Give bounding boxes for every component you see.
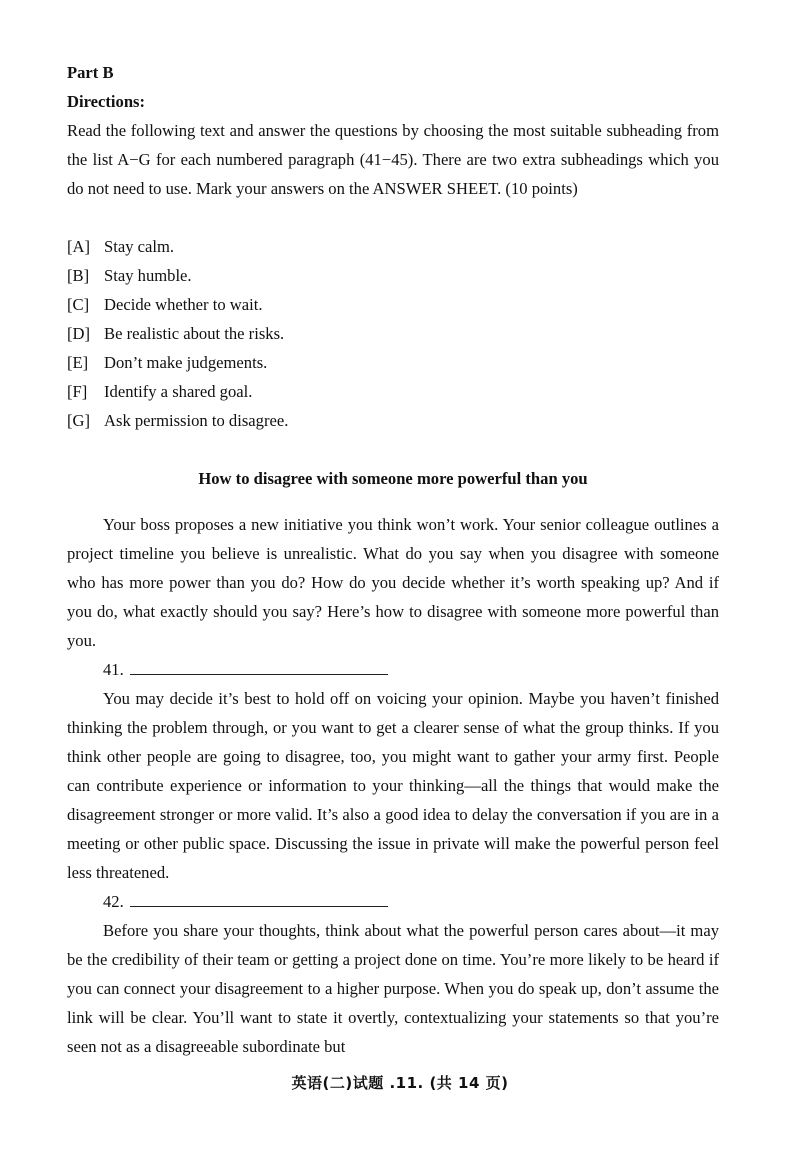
intro-paragraph: Your boss proposes a new initiative you think won’t work. Your senior colleague outlines a project timeline you believe is unrealistic. What do you say when you disagree with someone who has more power than you do? How do you decide whether it’s worth speaking up? And if you do, what exactly should you say? Here’s how to disagree with someone more powerful than you. (67, 514, 719, 650)
option-c (67, 290, 719, 319)
option-text: Decide whether to wait. (104, 295, 263, 314)
answer-blank-41[interactable] (130, 656, 388, 675)
question-42 (67, 887, 719, 916)
option-text: Stay calm. (104, 237, 175, 256)
part-title: Part B (67, 63, 114, 82)
option-f (67, 377, 719, 406)
answer-blank-42[interactable] (130, 888, 388, 907)
option-key: [B] (67, 266, 90, 285)
exam-page (67, 58, 719, 1061)
paragraph-41: You may decide it’s best to hold off on voicing your opinion. Maybe you haven’t finished thinking the problem through, or you want to get a clearer sense of what the group thinks. If you think other people are going to disagree, too, you might want to gather your army first. People can contribute experience or information to your thinking—all the things that would make the disagreement stronger or more valid. It’s also a good idea to delay the conversation if you are in a meeting or other public space. Discussing the issue in private will make the powerful person feel less threatened. (67, 688, 719, 882)
option-text: Don’t make judgements. (104, 353, 268, 372)
option-key: [G] (67, 411, 91, 430)
question-number: 42. (103, 891, 124, 911)
option-key: [E] (67, 353, 89, 372)
option-text: Stay humble. (104, 266, 192, 285)
paragraph-42: Before you share your thoughts, think about what the powerful person cares about—it may be the credibility of their team or getting a project done on time. You’re more likely to be heard if you can connect your disagreement to a higher purpose. When you do speak up, don’t assume the link will be clear. You’ll want to state it overtly, contextualizing your statements so that you’re seen not as a disagreeable subordinate but (67, 920, 719, 1056)
option-text: Identify a shared goal. (104, 382, 253, 401)
directions-label: Directions: (67, 92, 146, 111)
option-text: Ask permission to disagree. (104, 411, 289, 430)
option-d (67, 319, 719, 348)
question-41 (67, 655, 719, 684)
option-key: [A] (67, 237, 91, 256)
article-title: How to disagree with someone more powerful than you (198, 469, 588, 488)
directions-text: Read the following text and answer the questions by choosing the most suitable subheading from the list A−G for each numbered paragraph (41−45). There are two extra subheadings which you do not need to use. Mark your answers on the ANSWER SHEET. (10 points) (67, 121, 719, 198)
option-a (67, 232, 719, 261)
option-key: [C] (67, 295, 90, 314)
subheading-options (67, 232, 719, 435)
option-key: [D] (67, 324, 91, 343)
option-e (67, 348, 719, 377)
page-footer: 英语(二)试题 .11. (共 14 页) (291, 1074, 509, 1092)
question-number: 41. (103, 659, 124, 679)
option-g (67, 406, 719, 435)
option-b (67, 261, 719, 290)
option-text: Be realistic about the risks. (104, 324, 285, 343)
option-key: [F] (67, 382, 88, 401)
